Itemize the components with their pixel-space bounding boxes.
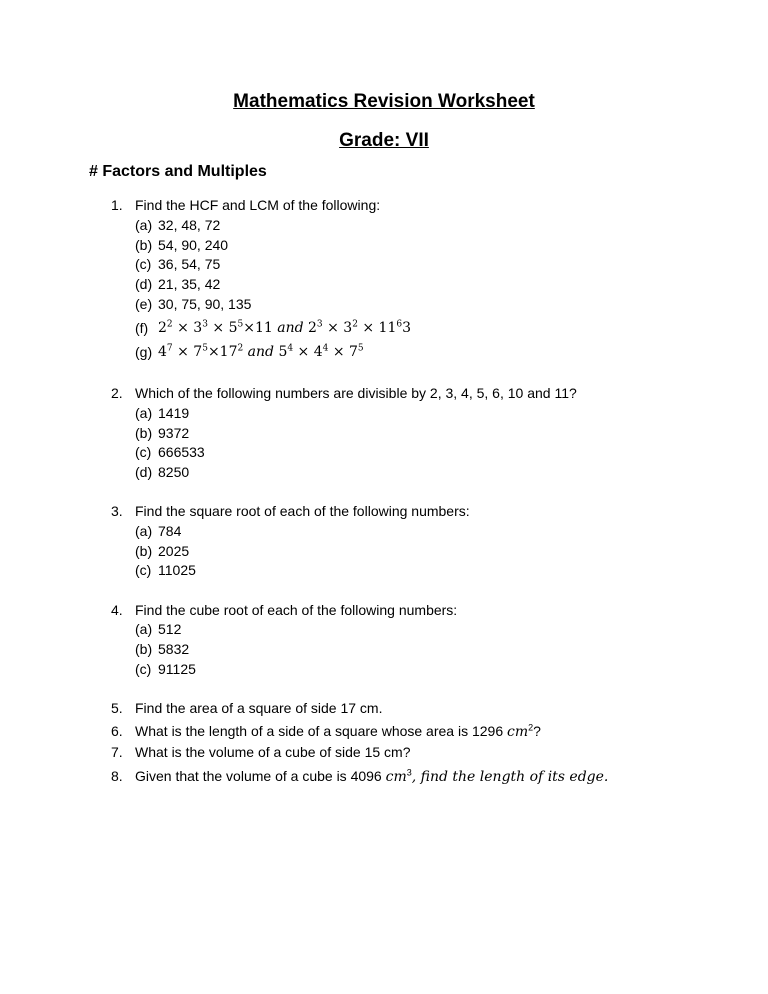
option-label: (d)	[135, 276, 153, 292]
option-text: 5832	[158, 641, 190, 657]
option-label: (a)	[135, 405, 153, 421]
option-text: 11025	[158, 562, 196, 578]
question-text: Find the square root of each of the following numbers:	[135, 503, 470, 519]
option-text: 30, 75, 90, 135	[158, 296, 252, 312]
option-label: (b)	[135, 641, 153, 657]
option-text: 666533	[158, 444, 205, 460]
option-label: (c)	[135, 444, 152, 460]
question-number: 1.	[111, 197, 123, 213]
question-number: 3.	[111, 503, 123, 519]
grade-heading: Grade: VII	[339, 130, 429, 151]
option-label: (a)	[135, 621, 153, 637]
question-text: Which of the following numbers are divisible by 2, 3, 4, 5, 6, 10 and 11?	[135, 385, 577, 401]
option-label: (e)	[135, 296, 153, 312]
question-text: Find the area of a square of side 17 cm.	[135, 700, 383, 716]
option-label: (d)	[135, 464, 153, 480]
option-text: 32, 48, 72	[158, 217, 221, 233]
math-expression: $4^7 \times 7^5\times 17^2$ and $5^4 \times 4^4 \times 7^5$	[158, 343, 364, 360]
option-text: 2025	[158, 543, 190, 559]
option-text: 8250	[158, 464, 190, 480]
question-number: 2.	[111, 385, 123, 401]
question-text: Given that the volume of a cube is 4096 $cm^3$, find the length of its edge.	[135, 767, 609, 785]
option-label: (g)	[135, 344, 153, 360]
option-label: (a)	[135, 523, 153, 539]
option-text: 1419	[158, 405, 190, 421]
question-text: What is the length of a side of a square whose area is 1296 $cm^2$?	[135, 722, 541, 740]
option-label: (c)	[135, 562, 152, 578]
option-text: 36, 54, 75	[158, 256, 221, 272]
option-label: (b)	[135, 543, 153, 559]
question-number: 5.	[111, 700, 123, 716]
option-label: (b)	[135, 237, 153, 253]
option-label: (c)	[135, 661, 152, 677]
question-text: What is the volume of a cube of side 15 cm?	[135, 744, 411, 760]
question-text: Find the HCF and LCM of the following:	[135, 197, 381, 213]
option-text: 21, 35, 42	[158, 276, 221, 292]
math-expression: $2^2 \times 3^3 \times 5^5\times 11$ and $2^3 \times 3^2 \times 11^63$	[158, 319, 412, 336]
option-label: (b)	[135, 425, 153, 441]
question-number: 7.	[111, 744, 123, 760]
option-text: 784	[158, 523, 182, 539]
question-number: 4.	[111, 602, 123, 618]
option-label: (f)	[135, 320, 149, 336]
section-heading: # Factors and Multiples	[89, 163, 267, 180]
worksheet-title: Mathematics Revision Worksheet	[233, 91, 535, 112]
option-text: 9372	[158, 425, 190, 441]
question-number: 6.	[111, 723, 123, 739]
option-text: 91125	[158, 661, 196, 677]
option-text: 54, 90, 240	[158, 237, 229, 253]
option-label: (a)	[135, 217, 153, 233]
question-text: Find the cube root of each of the following numbers:	[135, 602, 458, 618]
question-number: 8.	[111, 768, 123, 784]
option-text: 512	[158, 621, 182, 637]
option-label: (c)	[135, 256, 152, 272]
